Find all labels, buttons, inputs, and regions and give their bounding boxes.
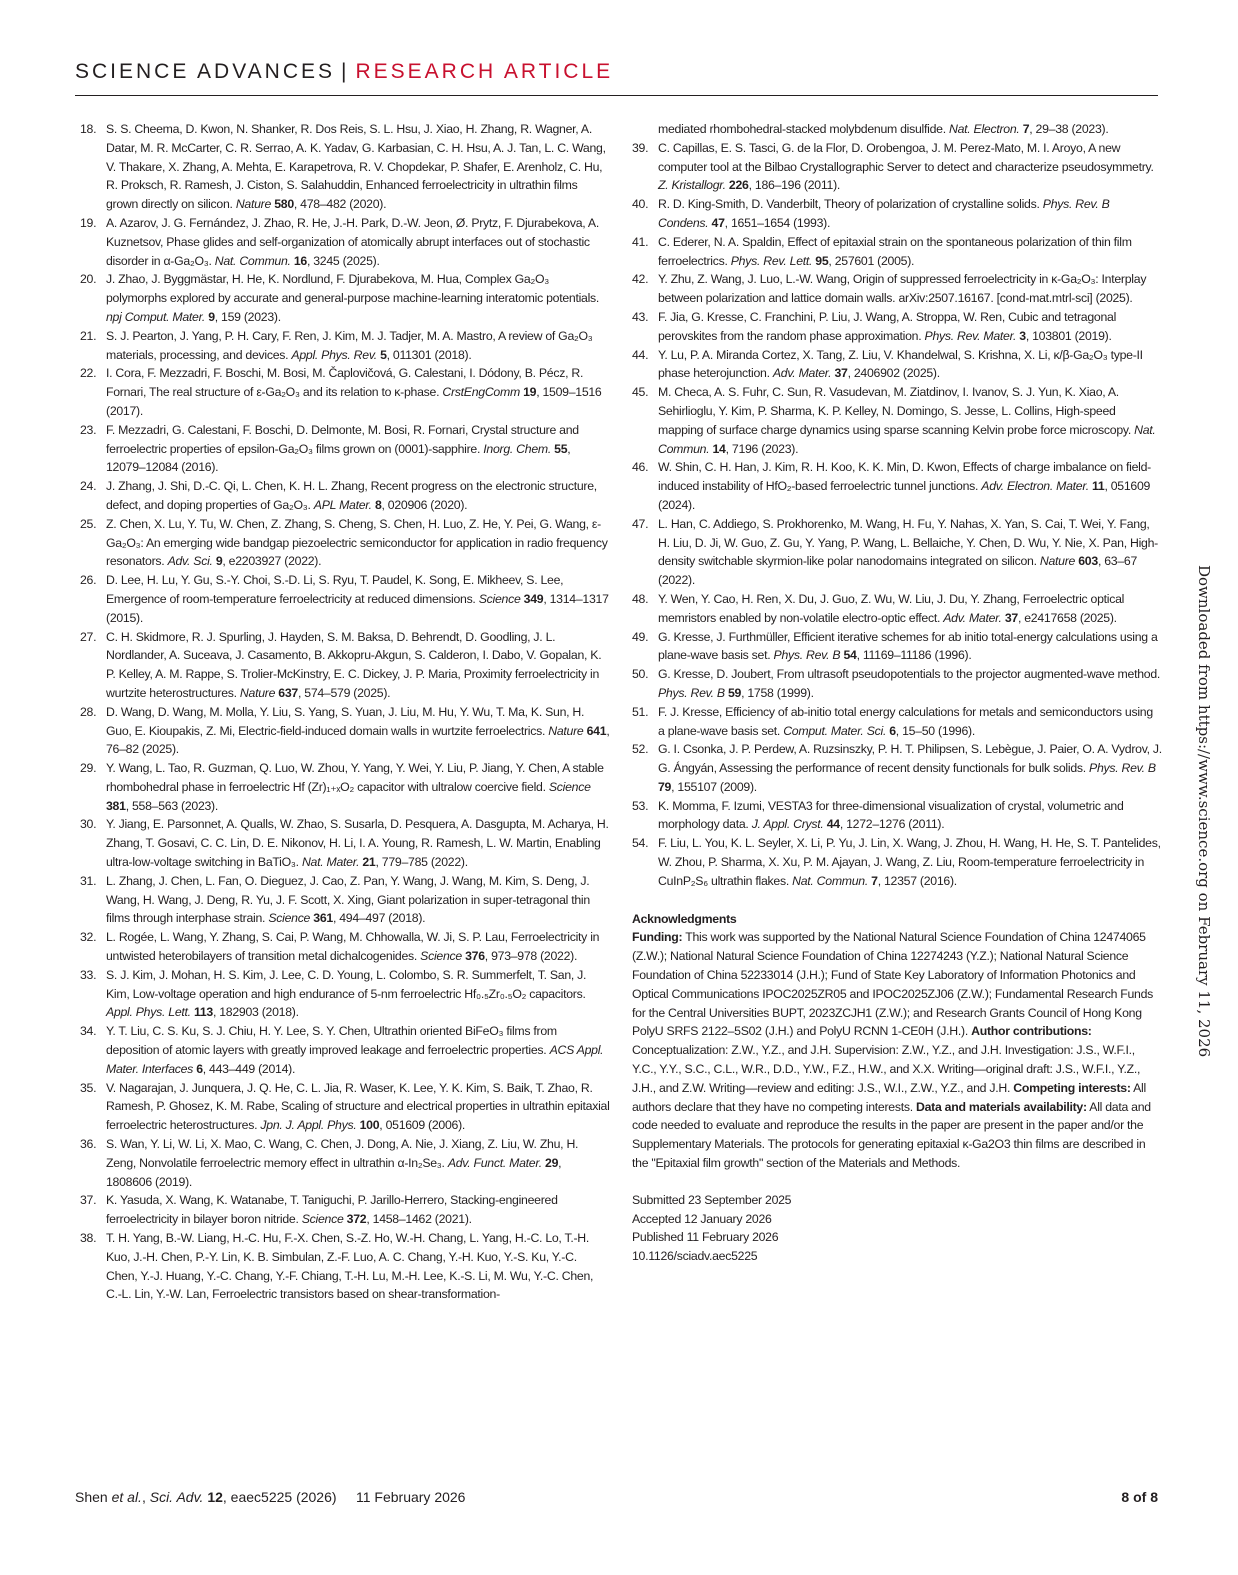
reference-text: W. Shin, C. H. Han, J. Kim, R. H. Koo, K. K. Min, D. Kwon, Effects of charge imbalance on field-induced instability of HfO₂-based ferroelectric tunnel junctions. bbox=[658, 460, 1151, 494]
reference-number: 18. bbox=[80, 122, 97, 136]
reference-number: 46. bbox=[632, 460, 649, 475]
reference-pages: , 63–67 (2022). bbox=[658, 554, 1138, 588]
reference-item bbox=[632, 590, 1162, 628]
reference-pages: , 15–50 (1996). bbox=[895, 723, 976, 738]
reference-pages: , 1272–1276 (2011). bbox=[839, 817, 945, 832]
reference-item bbox=[632, 834, 1162, 890]
reference-item bbox=[80, 628, 610, 703]
reference-journal: Inorg. Chem. bbox=[483, 441, 552, 456]
reference-volume: 79 bbox=[658, 779, 672, 794]
reference-volume: 637 bbox=[278, 685, 298, 700]
reference-journal: Adv. Mater. bbox=[772, 366, 832, 381]
reference-text: M. Checa, A. S. Fuhr, C. Sun, R. Vasudevan, M. Ziatdinov, I. Ivanov, S. J. Yun, K. Xiao, A. Sehirlioglu, Y. Kim, P. Sharma, K. P. Kelley, N. Domingo, S. Jesse, L. Collins, High-speed mapping of surface charge dynamics using sparse scanning Kelvin probe force microscopy. bbox=[658, 385, 1135, 437]
reference-volume: 14 bbox=[712, 441, 726, 456]
reference-number: 34. bbox=[80, 1024, 97, 1039]
reference-item bbox=[632, 515, 1162, 590]
reference-volume: 372 bbox=[346, 1212, 367, 1227]
reference-volume: 603 bbox=[1078, 554, 1098, 569]
page-number: 8 of 8 bbox=[1121, 1489, 1158, 1505]
reference-item bbox=[80, 364, 610, 420]
reference-journal: Adv. Funct. Mater. bbox=[447, 1155, 542, 1170]
reference-journal: Phys. Rev. B bbox=[658, 685, 725, 700]
reference-pages: , e2417658 (2025). bbox=[1017, 610, 1117, 625]
reference-item bbox=[632, 346, 1162, 384]
reference-journal: Adv. Electron. Mater. bbox=[981, 479, 1089, 494]
competing-text: All authors declare that they have no competing interests. bbox=[632, 1080, 1146, 1114]
reference-journal: Nat. Mater. bbox=[301, 855, 360, 870]
reference-number: 27. bbox=[80, 629, 97, 644]
acknowledgments-heading: Acknowledgments bbox=[632, 911, 737, 926]
reference-number: 31. bbox=[80, 873, 97, 888]
reference-item bbox=[632, 797, 1162, 835]
reference-volume: 37 bbox=[1004, 610, 1018, 625]
reference-volume: 8 bbox=[374, 497, 382, 512]
header-separator: | bbox=[341, 60, 350, 83]
reference-journal: Science bbox=[268, 911, 311, 926]
reference-journal: Science bbox=[420, 949, 462, 964]
reference-journal: Science bbox=[301, 1212, 344, 1227]
reference-number: 23. bbox=[80, 422, 97, 437]
reference-text: Y. Jiang, E. Parsonnet, A. Qualls, W. Zhao, S. Susarla, D. Pesquera, A. Dasgupta, M. Acharya, H. Zhang, T. Gosavi, C. C. Lin, D. E. Nikonov, H. Li, I. A. Young, R. Ramesh, L. W. Martin, Enabling ultra-low-voltage switching in BaTiO₃. bbox=[106, 817, 609, 870]
reference-pages: , 1651–1654 (1993). bbox=[724, 215, 831, 230]
publication-dates bbox=[632, 1191, 1162, 1266]
reference-text: C. H. Skidmore, R. J. Spurling, J. Hayden, S. M. Baksa, D. Behrendt, D. Goodling, J. L. Nordlander, A. Suceava, J. Casamento, B. Akkopru-Akgun, S. Calderon, I. Dabo, V. Gopalan, K. P. Kelley, A. M. Rappe, S. Trolier-McKinstry, E. C. Dickey, J. P. Maria, Proximity ferroelectricity in wurtzite heterostructures. bbox=[106, 629, 602, 700]
reference-item bbox=[80, 120, 610, 214]
reference-pages: , 011301 (2018). bbox=[386, 347, 472, 362]
reference-text: A. Azarov, J. G. Fernández, J. Zhao, R. He, J.-H. Park, D.-W. Jeon, Ø. Prytz, F. Djurabekova, A. Kuznetsov, Phase glides and self-organization of atomically abrupt interfaces out of stochastic disorder in α-Ga₂O₃. bbox=[106, 215, 599, 268]
reference-pages: , 182903 (2018). bbox=[212, 1005, 299, 1020]
reference-number: 29. bbox=[80, 761, 97, 776]
footer-date: 11 February 2026 bbox=[355, 1489, 466, 1505]
article-type: RESEARCH ARTICLE bbox=[355, 60, 614, 83]
reference-number: 26. bbox=[80, 573, 97, 588]
reference-text: S. Wan, Y. Li, W. Li, X. Mao, C. Wang, C. Chen, J. Dong, A. Nie, J. Xiang, Z. Liu, W. Zhu, H. Zeng, Nonvolatile ferroelectric memory effect in ultrathin α-In₂Se₃. bbox=[106, 1137, 579, 1170]
reference-text: Y. T. Liu, C. S. Ku, S. J. Chiu, H. Y. Lee, S. Y. Chen, Ultrathin oriented BiFeO₃ films from deposition of atomic layers with greatly improved leakage and ferroelectric properties. bbox=[106, 1024, 557, 1058]
reference-number: 24. bbox=[80, 479, 97, 494]
reference-text: F. Jia, G. Kresse, C. Franchini, P. Liu, J. Wang, A. Stroppa, W. Ren, Cubic and tetragonal perovskites from the random phase approximation. bbox=[658, 309, 1117, 343]
reference-number: 25. bbox=[80, 516, 97, 531]
reference-text: F. Liu, L. You, K. L. Seyler, X. Li, P. Yu, J. Lin, X. Wang, J. Zhou, H. Wang, H. He, S. T. Pantelides, W. Zhou, P. Sharma, X. Xu, P. M. Ajayan, J. Wang, Z. Liu, Room-temperature ferroelectricity in CuInP₂S₆ ultrathin flakes. bbox=[658, 836, 1161, 888]
reference-volume: 19 bbox=[523, 385, 537, 400]
reference-number: 32. bbox=[80, 930, 97, 945]
reference-journal: Nat. Commun. bbox=[792, 873, 869, 888]
reference-journal: Nature bbox=[548, 723, 584, 738]
reference-number: 48. bbox=[632, 591, 649, 606]
reference-number: 51. bbox=[632, 704, 649, 719]
reference-pages: , 12079–12084 (2016). bbox=[106, 441, 571, 475]
reference-number: 21. bbox=[80, 328, 97, 343]
reference-pages: , 3245 (2025). bbox=[306, 253, 380, 268]
funding-label: Funding: bbox=[632, 930, 683, 945]
reference-number: 28. bbox=[80, 704, 97, 719]
submitted-date: Submitted 23 September 2025 bbox=[632, 1192, 792, 1207]
reference-item bbox=[632, 233, 1162, 271]
reference-pages: , 12357 (2016). bbox=[877, 873, 957, 888]
reference-text: mediated rhombohedral-stacked molybdenum disulfide. bbox=[658, 122, 949, 136]
data-availability-label: Data and materials availability: bbox=[916, 1099, 1087, 1114]
reference-pages: , 257601 (2005). bbox=[828, 253, 915, 268]
reference-text: D. Wang, D. Wang, M. Molla, Y. Liu, S. Yang, S. Yuan, J. Liu, M. Hu, Y. Wu, T. Ma, K. Sun, H. Guo, E. Kioupakis, Z. Mi, Electric-field-induced domain walls in wurtzite ferroelectrics. bbox=[106, 704, 585, 738]
reference-pages: , 1758 (1999). bbox=[741, 685, 814, 700]
reference-journal: J. Appl. Cryst. bbox=[751, 817, 824, 832]
reference-volume: 55 bbox=[554, 441, 568, 456]
reference-volume: 5 bbox=[380, 347, 387, 362]
accepted-date: Accepted 12 January 2026 bbox=[632, 1211, 772, 1226]
reference-number: 44. bbox=[632, 347, 649, 362]
reference-pages: , 159 (2023). bbox=[214, 309, 281, 324]
reference-number: 39. bbox=[632, 140, 649, 155]
reference-number: 38. bbox=[80, 1231, 97, 1246]
reference-journal: Science bbox=[548, 779, 591, 794]
reference-item bbox=[632, 458, 1162, 514]
reference-pages: , 29–38 (2023). bbox=[1029, 122, 1109, 136]
published-date: Published 11 February 2026 bbox=[632, 1230, 779, 1245]
reference-journal: Phys. Rev. B Condens. bbox=[658, 197, 1110, 230]
reference-journal: APL Mater. bbox=[313, 497, 372, 512]
reference-journal: Phys. Rev. B bbox=[773, 648, 841, 663]
reference-journal: Adv. Sci. bbox=[167, 554, 213, 569]
reference-number: 30. bbox=[80, 817, 97, 832]
reference-journal: Appl. Phys. Lett. bbox=[106, 1005, 191, 1020]
reference-item bbox=[80, 966, 610, 1022]
reference-pages: , 155107 (2009). bbox=[671, 779, 757, 794]
reference-journal: Phys. Rev. Lett. bbox=[730, 253, 813, 268]
reference-text: L. Rogée, L. Wang, Y. Zhang, S. Cai, P. Wang, M. Chhowalla, W. Ji, S. P. Lau, Ferroelectricity in untwisted heterobilayers of transition metal dichalcogenides. bbox=[106, 930, 600, 964]
reference-pages: , 11169–11186 (1996). bbox=[856, 648, 972, 663]
reference-text: Y. Zhu, Z. Wang, J. Luo, L.-W. Wang, Origin of suppressed ferroelectricity in κ-Ga₂O₃: Interplay between polarization and lattice domain walls. arXiv:2507.16167. [cond-mat.mtrl-sci] (2025). bbox=[658, 272, 1147, 306]
reference-text: G. Kresse, D. Joubert, From ultrasoft pseudopotentials to the projector augmented-wave method. bbox=[658, 667, 1161, 682]
reference-number: 54. bbox=[632, 836, 649, 851]
reference-number: 41. bbox=[632, 234, 649, 249]
reference-pages: , 186–196 (2011). bbox=[748, 178, 841, 193]
reference-pages: , 2406902 (2025). bbox=[847, 366, 940, 381]
reference-number: 37. bbox=[80, 1193, 97, 1208]
references-left-column bbox=[80, 120, 610, 1304]
reference-pages: , 1314–1317 (2015). bbox=[106, 591, 609, 625]
reference-item bbox=[80, 872, 610, 928]
reference-pages: , 1509–1516 (2017). bbox=[106, 385, 602, 418]
reference-journal: ACS Appl. Mater. Interfaces bbox=[106, 1043, 604, 1076]
reference-journal: Phys. Rev. B bbox=[1089, 761, 1156, 776]
reference-journal: Appl. Phys. Rev. bbox=[291, 347, 377, 362]
competing-label: Competing interests: bbox=[1013, 1080, 1131, 1095]
reference-item bbox=[632, 195, 1162, 233]
reference-item bbox=[80, 214, 610, 270]
reference-volume: 44 bbox=[826, 817, 840, 832]
reference-volume: 376 bbox=[465, 949, 485, 964]
reference-pages: , 76–82 (2025). bbox=[106, 723, 610, 757]
reference-item bbox=[80, 815, 610, 871]
reference-volume: 6 bbox=[889, 723, 896, 738]
reference-number: 47. bbox=[632, 516, 649, 531]
reference-item bbox=[632, 120, 1162, 139]
reference-item bbox=[80, 928, 610, 966]
reference-volume: 580 bbox=[274, 197, 294, 212]
reference-text: Z. Chen, X. Lu, Y. Tu, W. Chen, Z. Zhang, S. Cheng, S. Chen, H. Luo, Z. He, Y. Pei, G. Wang, ε-Ga₂O₃: An emerging wide bandgap piezoelectric semiconductor for application in radio frequency resonators. bbox=[106, 516, 608, 569]
running-header bbox=[75, 60, 613, 84]
reference-item bbox=[80, 759, 610, 815]
reference-volume: 226 bbox=[728, 178, 749, 193]
reference-number: 20. bbox=[80, 272, 97, 287]
footer-volume: 12 bbox=[207, 1489, 223, 1505]
reference-item bbox=[80, 327, 610, 365]
reference-volume: 641 bbox=[586, 723, 607, 738]
reference-text: L. Zhang, J. Chen, L. Fan, O. Dieguez, J. Cao, Z. Pan, Y. Wang, J. Wang, M. Kim, S. Deng, J. Wang, H. Wang, J. Deng, R. Yu, J. F. Scott, X. Xing, Giant polarization in super-tetragonal thin films through interphase strain. bbox=[106, 873, 590, 926]
reference-text: L. Han, C. Addiego, S. Prokhorenko, M. Wang, H. Fu, Y. Nahas, X. Yan, S. Cai, T. Wei, Y. Fang, H. Liu, D. Ji, W. Guo, Z. Gu, Y. Yang, P. Wang, L. Bellaiche, Y. Chen, D. Wu, Y. Nie, X. Pan, High-density switchable skyrmion-like polar nanodomains integrated on silicon. bbox=[658, 516, 1158, 569]
reference-journal: Nat. Electron. bbox=[948, 122, 1020, 136]
reference-text: J. Zhang, J. Shi, D.-C. Qi, L. Chen, K. H. L. Zhang, Recent progress on the electronic structure, defect, and doping properties of Ga₂O₃. bbox=[106, 479, 597, 512]
right-column bbox=[632, 120, 1162, 1266]
reference-volume: 349 bbox=[523, 591, 544, 606]
reference-volume: 3 bbox=[1019, 328, 1026, 343]
reference-pages: , 494–497 (2018). bbox=[332, 911, 426, 926]
reference-pages: , 020906 (2020). bbox=[381, 497, 468, 512]
reference-text: Y. Wen, Y. Cao, H. Ren, X. Du, J. Guo, Z. Wu, W. Liu, J. Du, Y. Zhang, Ferroelectric optical memristors enabled by non-volatile electro-optic effect. bbox=[658, 591, 1125, 625]
reference-volume: 37 bbox=[834, 366, 848, 381]
reference-journal: CrstEngComm bbox=[442, 385, 520, 400]
reference-item bbox=[80, 1135, 610, 1191]
reference-volume: 6 bbox=[196, 1061, 203, 1076]
reference-number: 19. bbox=[80, 215, 97, 230]
reference-pages: , 051609 (2006). bbox=[379, 1118, 466, 1133]
reference-journal: Nat. Commun. bbox=[214, 253, 291, 268]
reference-volume: 16 bbox=[293, 253, 307, 268]
reference-volume: 11 bbox=[1091, 479, 1105, 494]
reference-pages: , 558–563 (2023). bbox=[125, 798, 219, 813]
reference-number: 52. bbox=[632, 742, 649, 757]
reference-pages: , 7196 (2023). bbox=[725, 441, 799, 456]
reference-volume: 59 bbox=[727, 685, 742, 700]
reference-number: 40. bbox=[632, 197, 649, 212]
reference-item bbox=[632, 383, 1162, 458]
reference-item bbox=[632, 740, 1162, 796]
doi[interactable]: 10.1126/sciadv.aec5225 bbox=[632, 1249, 758, 1264]
reference-item bbox=[632, 270, 1162, 308]
reference-volume: 47 bbox=[711, 215, 725, 230]
reference-number: 49. bbox=[632, 629, 649, 644]
footer-citation: Shen et al., Sci. Adv. 12, eaec5225 (2026) 11 February 2026 bbox=[75, 1489, 466, 1505]
contributions-text: Conceptualization: Z.W., Y.Z., and J.H. Supervision: Z.W., Y.Z., and J.H. Investigation: J.S., W.F.I., Y.C., Y.Y., S.C., C.L., W.R., D.D., Y.W., F.Z., H.W., and X.X. Writing—original draft: J.S., W.F.I., Y.Z., J.H., and Z.W. Writing—review and editing: J.S., W.I., Z.W., Y.Z., and J.H. bbox=[632, 1043, 1141, 1095]
reference-text: S. J. Kim, J. Mohan, H. S. Kim, J. Lee, C. D. Young, L. Colombo, S. R. Summerfelt, T. San, J. Kim, Low-voltage operation and high endurance of 5-nm ferroelectric Hf₀.₅Zr₀.₅O₂ capacitors. bbox=[106, 967, 587, 1001]
reference-text: S. S. Cheema, D. Kwon, N. Shanker, R. Dos Reis, S. L. Hsu, J. Xiao, H. Zhang, R. Wagner, A. Datar, M. R. McCarter, C. R. Serrao, A. K. Yadav, G. Karbasian, C. H. Hsu, A. J. Tan, L. C. Wang, V. Thakare, X. Zhang, A. Mehta, E. Karapetrova, R. V. Chopdekar, P. Shafer, E. Arenholz, C. Hu, R. Proksch, R. Ramesh, J. Ciston, S. Salahuddin, Enhanced ferroelectricity in ultrathin films grown directly on silicon. bbox=[106, 122, 606, 212]
reference-volume: 381 bbox=[106, 798, 126, 813]
reference-volume: 7 bbox=[871, 873, 878, 888]
reference-pages: , 051609 (2024). bbox=[658, 479, 1151, 512]
reference-item bbox=[80, 703, 610, 759]
reference-number: 36. bbox=[80, 1137, 97, 1152]
reference-journal: Jpn. J. Appl. Phys. bbox=[260, 1118, 357, 1133]
reference-item bbox=[80, 1229, 610, 1304]
reference-text: G. Kresse, J. Furthmüller, Efficient iterative schemes for ab initio total-energy calculations using a plane-wave basis set. bbox=[658, 629, 1158, 663]
reference-journal: npj Comput. Mater. bbox=[106, 309, 206, 324]
reference-number: 53. bbox=[632, 798, 649, 813]
reference-item bbox=[80, 1191, 610, 1229]
footer-article: , eaec5225 (2026) bbox=[222, 1489, 337, 1505]
reference-text: K. Momma, F. Izumi, VESTA3 for three-dimensional visualization of crystal, volumetric and morphology data. bbox=[658, 798, 1124, 832]
reference-text: J. Zhao, J. Byggmästar, H. He, K. Nordlund, F. Djurabekova, M. Hua, Complex Ga₂O₃ polymorphs explored by accurate and general-purpose machine-learning interatomic potentials. bbox=[106, 272, 600, 306]
reference-text: G. I. Csonka, J. P. Perdew, A. Ruzsinszky, P. H. T. Philipsen, S. Lebègue, J. Paier, O. A. Vydrov, J. G. Ángyán, Assessing the performance of recent density functionals for bulk solids. bbox=[658, 742, 1162, 776]
reference-item bbox=[80, 571, 610, 627]
reference-volume: 9 bbox=[215, 554, 223, 569]
reference-pages: , 478–482 (2020). bbox=[293, 197, 387, 212]
reference-volume: 29 bbox=[545, 1155, 559, 1170]
reference-number: 43. bbox=[632, 309, 649, 324]
reference-item bbox=[632, 628, 1162, 666]
reference-volume: 95 bbox=[815, 253, 829, 268]
reference-text: C. Capillas, E. S. Tasci, G. de la Flor, D. Orobengoa, J. M. Perez-Mato, M. I. Aroyo, A new computer tool at the Bilbao Crystallographic Server to detect and characterize pseudosymmetry. bbox=[658, 140, 1154, 174]
reference-volume: 7 bbox=[1022, 122, 1030, 136]
reference-journal: Phys. Rev. Mater. bbox=[924, 328, 1017, 343]
reference-item bbox=[632, 308, 1162, 346]
reference-text: T. H. Yang, B.-W. Liang, H.-C. Hu, F.-X. Chen, S.-Z. Ho, W.-H. Chang, L. Yang, H.-C. Lo, T.-H. Kuo, J.-H. Chen, P.-Y. Lin, K. B. Simbulan, Z.-F. Luo, A. C. Chang, Y.-H. Kuo, Y.-S. Ku, Y.-C. Chen, Y.-J. Huang, Y.-C. Chang, Y.-F. Chiang, T.-H. Lu, M.-H. Lee, K.-S. Li, M. Wu, Y.-C. Chen, C.-L. Lin, Y.-W. Lan, Ferroelectric transistors based on shear-transformation- bbox=[106, 1231, 594, 1302]
reference-number: 50. bbox=[632, 667, 649, 682]
reference-journal: Z. Kristallogr. bbox=[658, 178, 726, 193]
reference-text: S. J. Pearton, J. Yang, P. H. Cary, F. Ren, J. Kim, M. J. Tadjer, M. A. Mastro, A review of Ga₂O₃ materials, processing, and devices. bbox=[106, 328, 593, 362]
journal-name: SCIENCE ADVANCES bbox=[75, 60, 335, 83]
reference-volume: 9 bbox=[208, 309, 215, 324]
reference-pages: , 103801 (2019). bbox=[1025, 328, 1112, 343]
reference-item bbox=[80, 1022, 610, 1078]
acknowledgments-section bbox=[632, 910, 1162, 1173]
download-watermark: Downloaded from https://www.science.org on February 11, 2026 bbox=[1195, 565, 1213, 1058]
reference-text: F. J. Kresse, Efficiency of ab-initio total energy calculations for metals and semiconductors using a plane-wave basis set. bbox=[658, 704, 1153, 738]
reference-item bbox=[80, 1079, 610, 1135]
reference-text: I. Cora, F. Mezzadri, F. Boschi, M. Bosi, M. Čaplovičová, G. Calestani, I. Dódony, B. Pécz, R. Fornari, The real structure of ε-Ga₂O₃ and its relation to κ-phase. bbox=[106, 366, 584, 400]
reference-pages: , 574–579 (2025). bbox=[297, 685, 391, 700]
reference-pages: , 973–978 (2022). bbox=[484, 949, 578, 964]
reference-text: Y. Wang, L. Tao, R. Guzman, Q. Luo, W. Zhou, Y. Yang, Y. Wei, Y. Liu, P. Jiang, Y. Chen, A stable rhombohedral phase in ferroelectric Hf (Zr)₁₊ₓO₂ capacitor with ultralow coercive field. bbox=[106, 761, 604, 794]
reference-pages: , 1458–1462 (2021). bbox=[366, 1212, 472, 1227]
references-right-column bbox=[632, 120, 1162, 891]
reference-item bbox=[80, 477, 610, 515]
reference-item bbox=[80, 270, 610, 326]
reference-volume: 361 bbox=[313, 911, 333, 926]
reference-item bbox=[632, 665, 1162, 703]
reference-text: K. Yasuda, X. Wang, K. Watanabe, T. Taniguchi, P. Jarillo-Herrero, Stacking-engineered ferroelectricity in bilayer boron nitride. bbox=[106, 1193, 558, 1227]
reference-text: Y. Lu, P. A. Miranda Cortez, X. Tang, Z. Liu, V. Khandelwal, S. Krishna, X. Li, κ/β-Ga₂O₃ type-II phase heterojunction. bbox=[658, 347, 1143, 381]
reference-number: 35. bbox=[80, 1080, 97, 1095]
reference-number: 45. bbox=[632, 385, 649, 400]
reference-volume: 21 bbox=[362, 855, 376, 870]
data-availability-text: All data and code needed to evaluate and reproduce the results in the paper are present in the paper and/or the Supplementary Materials. The protocols for generating epitaxial κ-Ga2O3 thin films are described in the "Epitaxial film growth" section of the Materials and Methods. bbox=[632, 1099, 1151, 1171]
reference-pages: , 443–449 (2014). bbox=[202, 1061, 296, 1076]
reference-journal: Nature bbox=[235, 197, 272, 212]
reference-text: D. Lee, H. Lu, Y. Gu, S.-Y. Choi, S.-D. Li, S. Ryu, T. Paudel, K. Song, E. Mikheev, S. Lee, Emergence of room-temperature ferroelectricity at reduced dimensions. bbox=[106, 573, 564, 606]
reference-number: 42. bbox=[632, 272, 649, 287]
reference-journal: Comput. Mater. Sci. bbox=[783, 723, 887, 738]
reference-text: R. D. King-Smith, D. Vanderbilt, Theory of polarization of crystalline solids. bbox=[658, 197, 1043, 212]
reference-text: V. Nagarajan, J. Junquera, J. Q. He, C. L. Jia, R. Waser, K. Lee, Y. K. Kim, S. Baik, T. Zhao, R. Ramesh, P. Ghosez, K. M. Rabe, Scaling of structure and electrical properties in ultrathin epitaxial ferroelectric heterostructures. bbox=[106, 1080, 610, 1133]
reference-journal: Adv. Mater. bbox=[943, 610, 1002, 625]
reference-text: F. Mezzadri, G. Calestani, F. Boschi, D. Delmonte, M. Bosi, R. Fornari, Crystal structure and ferroelectric properties of epsilon-Ga₂O₃ films grown on (0001)-sapphire. bbox=[106, 422, 579, 456]
footer-authors: Shen bbox=[75, 1489, 112, 1505]
footer-etal: et al. bbox=[111, 1489, 142, 1505]
reference-volume: 113 bbox=[193, 1005, 213, 1020]
reference-pages: , 1808606 (2019). bbox=[106, 1155, 562, 1189]
reference-item bbox=[80, 515, 610, 571]
reference-journal: Science bbox=[478, 591, 521, 606]
reference-journal: Nature bbox=[239, 685, 276, 700]
reference-item bbox=[632, 139, 1162, 195]
acknowledgments-body bbox=[632, 928, 1162, 1172]
header-rule bbox=[75, 95, 1158, 96]
footer-journal: Sci. Adv. bbox=[149, 1489, 204, 1505]
reference-pages: , 779–785 (2022). bbox=[375, 855, 468, 870]
reference-volume: 100 bbox=[359, 1118, 380, 1133]
reference-number: 33. bbox=[80, 967, 97, 982]
reference-journal: Nature bbox=[1039, 554, 1076, 569]
contributions-label: Author contributions: bbox=[971, 1024, 1092, 1039]
reference-item bbox=[80, 421, 610, 477]
funding-text: This work was supported by the National Natural Science Foundation of China 12474065 (Z.W.); National Natural Science Foundation of China 12274243 (Y.Z.); National Natural Science Foundation of China 52233014 (J.H.); Fund of State Key Laboratory of Information Photonics and Optical Communications IPOC2025ZR05 and IPOC2025ZJ06 (Z.W.); Fundamental Research Funds for the Central Universities BUPT, 2023ZCJH1 (Z.W.); and Research Grants Council of Hong Kong PolyU SRFS 2122–5S02 (J.H.) and PolyU RCNN 1-CE0H (J.H.). bbox=[632, 930, 1154, 1039]
reference-text: C. Ederer, N. A. Spaldin, Effect of epitaxial strain on the spontaneous polarization of thin film ferroelectrics. bbox=[658, 234, 1132, 268]
reference-item bbox=[632, 703, 1162, 741]
reference-volume: 54 bbox=[843, 648, 857, 663]
reference-number: 22. bbox=[80, 366, 97, 381]
reference-pages: , e2203927 (2022). bbox=[222, 554, 322, 569]
reference-journal: Nat. Commun. bbox=[658, 422, 1156, 456]
